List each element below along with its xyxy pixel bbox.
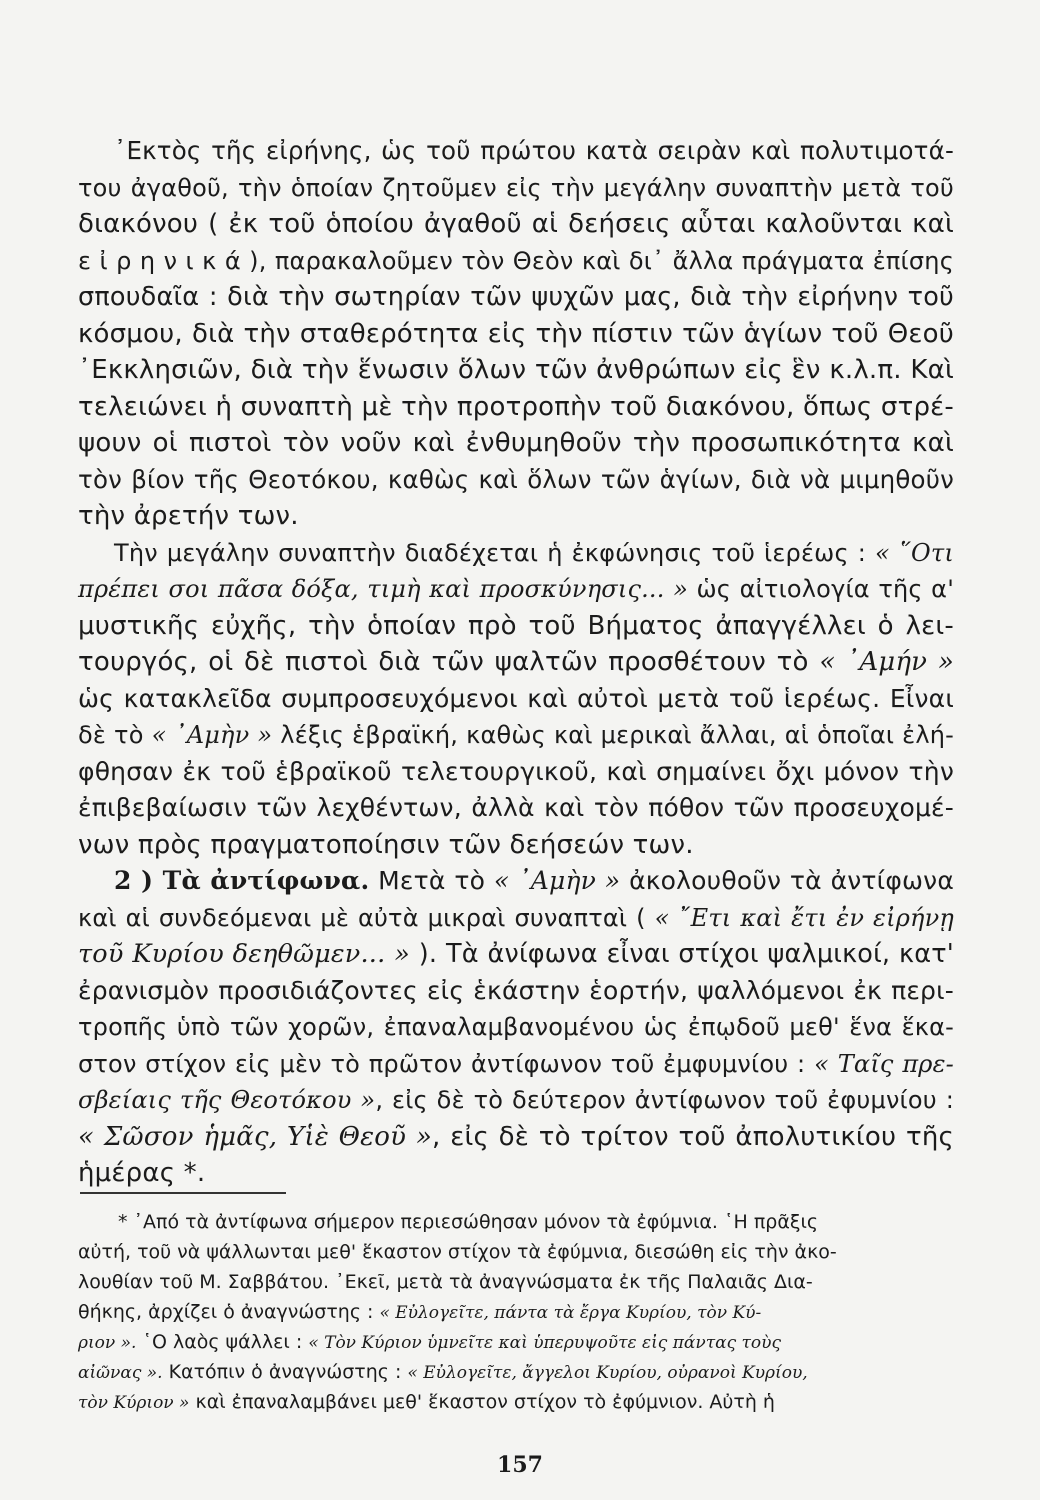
footnote-divider [80,1192,286,1194]
quote-italic: « ῎Ετι καὶ ἔτι ἐν εἰρήνῃ [654,903,954,932]
text-span: Τὴν μεγάλην συναπτὴν διαδέχεται ἡ ἐκφώνησις τοῦ ἱερέως : [114,538,875,567]
footnote-line [78,1298,954,1327]
text-span: καὶ αἱ συνδεόμεναι μὲ αὐτὰ μικραὶ συναπταὶ ( [78,903,655,932]
text-line [78,645,954,679]
text-line [78,1120,954,1154]
text-line: σπουδαῖα : διὰ τὴν σωτηρίαν τῶν ψυχῶν μας, διὰ τὴν εἰρήνην τοῦ [78,282,954,312]
text-span: ῾Ο λαὸς ψάλλει : [136,1331,309,1353]
quote-italic: ριον ». [78,1333,137,1353]
footnote-line [78,1388,954,1417]
footnote-line: αὐτή, τοῦ νὰ ψάλλωνται μεθ' ἕκαστον στίχον τὰ ἐφύμνια, διεσώθη εἰς τὴν ἀκο- [78,1241,837,1263]
section-heading: 2 ) Τὰ ἀντίφωνα. [114,866,370,895]
quote-italic: « Ταῖς πρε- [814,1049,954,1078]
text-line: κόσμου, διὰ τὴν σταθερότητα εἰς τὴν πίστιν τῶν ἁγίων τοῦ Θεοῦ [78,318,954,349]
quote-italic: πρέπει σοι πᾶσα δόξα, τιμὴ καὶ προσκύνησις... » [78,575,688,603]
text-span: λέξις ἑβραϊκή, καθὼς καὶ μερικαὶ ἄλλαι, αἱ ὁποῖαι ἐλή- [272,721,955,749]
text-span: , εἰς δὲ τὸ τρίτον τοῦ ἀπολυτικίου τῆς [432,1121,954,1152]
text-line: ψουν οἱ πιστοὶ τὸν νοῦν καὶ ἐνθυμηθοῦν τὴν προσωπικότητα καὶ [78,428,954,458]
text-line: τροπῆς ὑπὸ τῶν χορῶν, ἐπαναλαμβανομένου ὡς ἐπῳδοῦ μεθ' ἕνα ἕκα- [78,1013,954,1041]
quote-italic: « Σῶσον ἡμᾶς, Υἱὲ Θεοῦ » [78,1121,433,1152]
quote-italic: σβείαις τῆς Θεοτόκου » [78,1086,376,1114]
footnote-line: λουθίαν τοῦ Μ. Σαββάτου. ᾿Εκεῖ, μετὰ τὰ ἀναγνώσματα ἐκ τῆς Παλαιᾶς Δια- [78,1271,813,1293]
text-line: του ἀγαθοῦ, τὴν ὁποίαν ζητοῦμεν εἰς τὴν μεγάλην συναπτὴν μετὰ τοῦ [78,173,954,202]
text-span: Κατόπιν ὁ ἀναγνώστης : [162,1361,408,1383]
text-span: Μετὰ τὸ [369,866,494,895]
quote-italic: « ᾿Αμὴν » [493,866,621,895]
quote-italic: « Τὸν Κύριον ὑμνεῖτε καὶ ὑπερυψοῦτε εἰς πάντας τοὺς [308,1333,782,1353]
text-line [78,1083,954,1117]
text-line [78,572,954,606]
text-line: τελειώνει ἡ συναπτὴ μὲ τὴν προτροπὴν τοῦ διακόνου, ὅπως στρέ- [78,391,954,422]
quote-italic: « Εὐλογεῖτε, ἄγγελοι Κυρίου, οὐρανοὶ Κυρίου, [407,1363,808,1383]
text-line: ἡμέρας *. [78,1158,206,1188]
quote-italic: « ῞Οτι [874,538,954,567]
text-line [114,536,954,570]
text-span: καὶ ἐπαναλαμβάνει μεθ' ἕκαστον στίχον τὸ ἐφύμνιον. Αὐτὴ ἡ [189,1391,775,1413]
quote-italic: τὸν Κύριον » [78,1393,190,1413]
footnote-line: * ᾿Από τὰ ἀντίφωνα σήμερον περιεσώθησαν μόνον τὰ ἐφύμνια. ῾Η πρᾶξις [118,1211,819,1233]
text-line [78,718,954,752]
text-span: , εἰς δὲ τὸ δεύτερον ἀντίφωνον τοῦ ἐφυμνίου : [375,1086,954,1114]
footnote-line [78,1328,954,1357]
text-line: ᾿Εκκλησιῶν, διὰ τὴν ἕνωσιν ὅλων τῶν ἀνθρώπων εἰς ἓν κ.λ.π. Καὶ [78,355,954,385]
text-span: δὲ τὸ [78,721,152,749]
quote-italic: « ᾿Αμὴν » [151,721,273,749]
quote-italic: « ᾿Αμήν » [819,647,955,677]
quote-italic: « Εὐλογεῖτε, πάντα τὰ ἔργα Κυρίου, τὸν Κύ- [379,1303,762,1323]
page-number: 157 [497,1452,543,1478]
text-line: τὴν ἀρετήν των. [78,501,299,531]
text-line [78,901,954,935]
text-line [78,937,954,971]
text-line [78,1047,954,1081]
text-line: φθησαν ἐκ τοῦ ἑβραϊκοῦ τελετουργικοῦ, καὶ σημαίνει ὄχι μόνον τὴν [78,756,954,786]
text-line: μυστικῆς εὐχῆς, τὴν ὁποίαν πρὸ τοῦ Βήματος ἀπαγγέλλει ὁ λει- [78,610,954,641]
text-span: θήκης, ἀρχίζει ὁ ἀναγνώστης : [78,1301,380,1323]
text-line: ἐπιβεβαίωσιν τῶν λεχθέντων, ἀλλὰ καὶ τὸν πόθον τῶν προσευχομέ- [78,793,954,822]
text-span: ὡς αἰτιολογία τῆς α' [687,575,954,603]
text-span: τουργός, οἱ δὲ πιστοὶ διὰ τῶν ψαλτῶν προσθέτουν τὸ [78,647,820,677]
text-span: ). Τὰ ἀνίφωνα εἶναι στίχοι ψαλμικοί, κατ' [409,939,954,969]
text-line: ε ἰ ρ η ν ι κ ά ), παρακαλοῦμεν τὸν Θεὸν καὶ δι᾿ ἄλλα πράγματα ἐπίσης [78,246,954,275]
text-line: νων πρὸς πραγματοποίησιν τῶν δεήσεών των. [78,829,694,860]
text-span: ἀκολουθοῦν τὰ ἀντίφωνα [620,866,955,895]
quote-italic: τοῦ Κυρίου δεηθῶμεν... » [78,939,410,969]
text-line: τὸν βίον τῆς Θεοτόκου, καθὼς καὶ ὅλων τῶν ἁγίων, διὰ νὰ μιμηθοῦν [78,464,954,494]
text-line: ἐρανισμὸν προσιδιάζοντες εἰς ἑκάστην ἑορτήν, ψαλλόμενοι ἐκ περι- [78,975,954,1005]
text-span: στον στίχον εἰς μὲν τὸ πρῶτον ἀντίφωνον τοῦ ἐμφυμνίου : [78,1049,815,1078]
text-line: ᾿Εκτὸς τῆς εἰρήνης, ὡς τοῦ πρώτου κατὰ σειρὰν καὶ πολυτιμοτά- [114,136,954,165]
footnote-line [78,1358,954,1387]
quote-italic: αἰῶνας ». [78,1363,163,1383]
text-line: διακόνου ( ἐκ τοῦ ὁποίου ἀγαθοῦ αἱ δεήσεις αὗται καλοῦνται καὶ [78,209,954,239]
text-line [114,864,954,898]
text-line: ὡς κατακλεῖδα συμπροσευχόμενοι καὶ αὐτοὶ μετὰ τοῦ ἱερέως. Εἶναι [78,683,954,713]
